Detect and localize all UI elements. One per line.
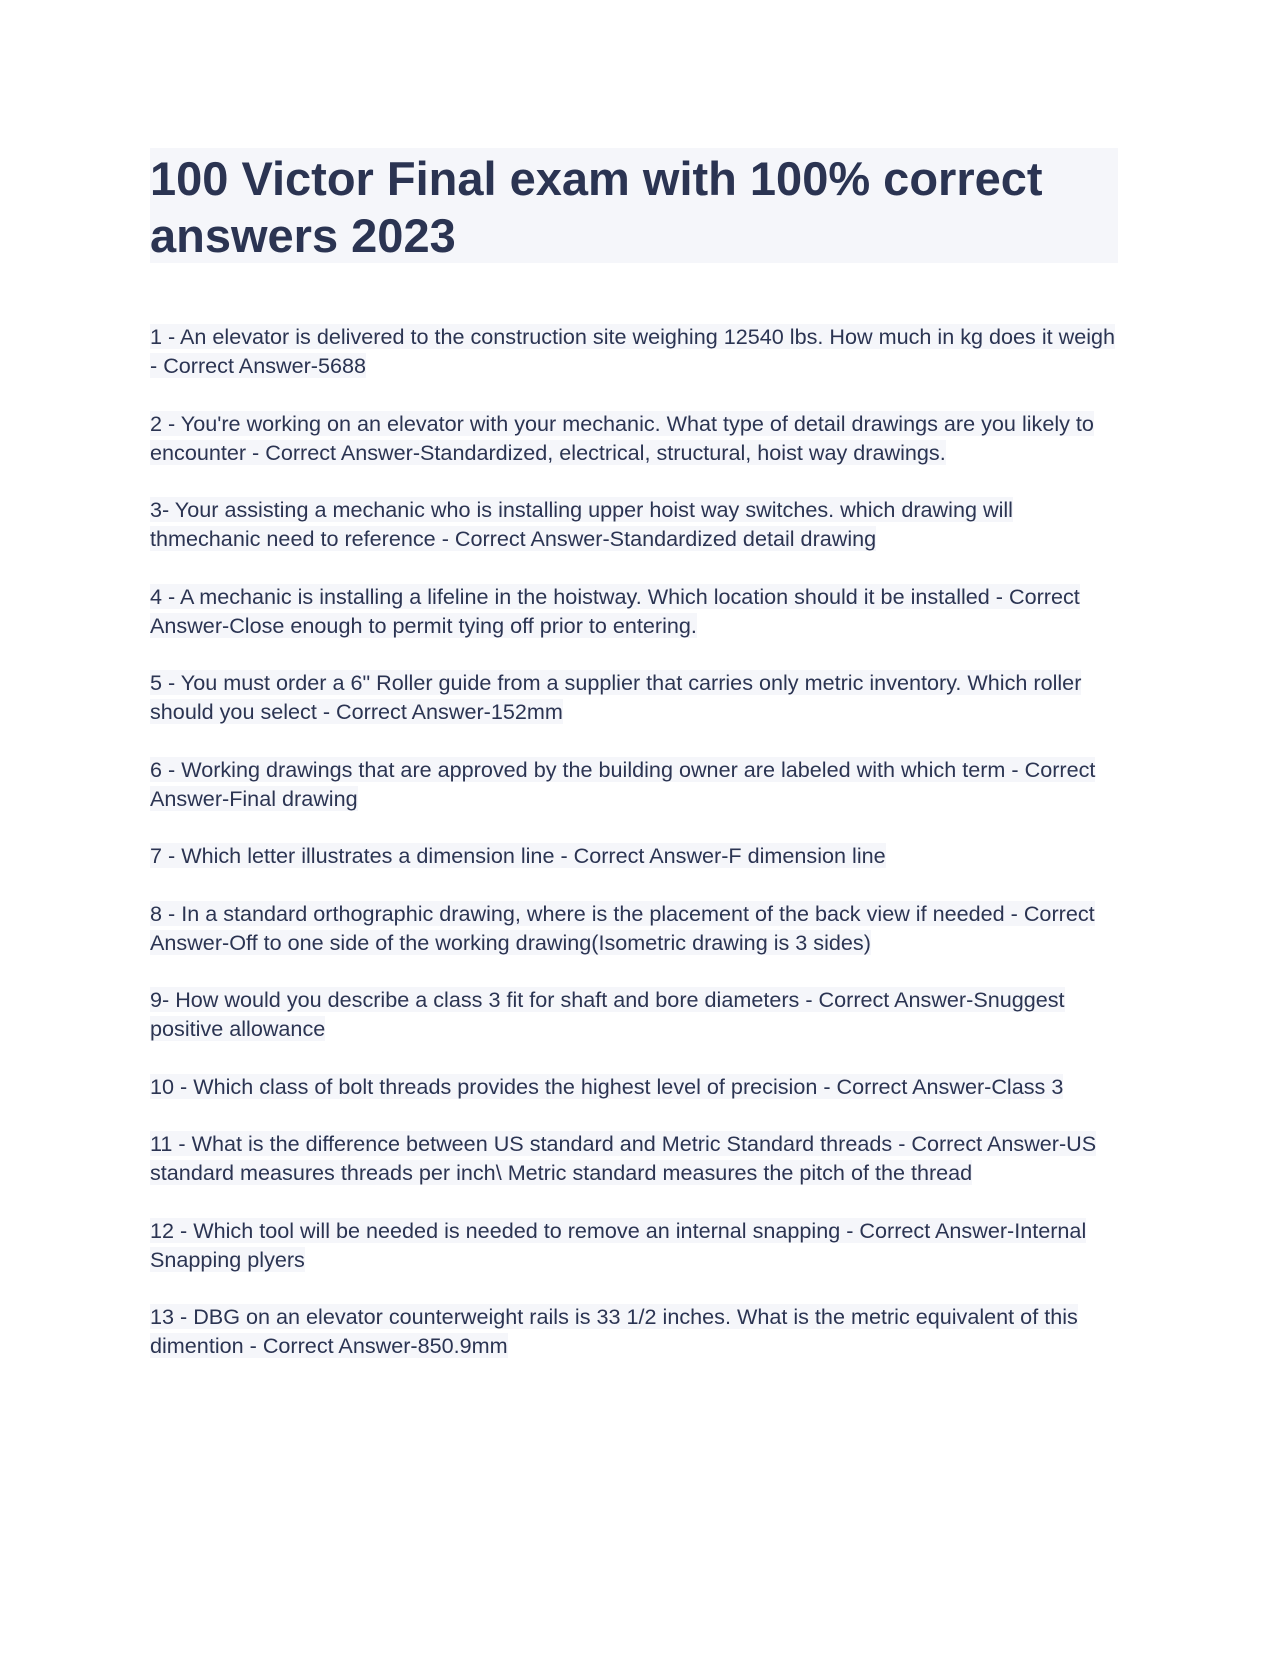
- question-item: [150, 409, 1120, 467]
- question-item: [150, 985, 1120, 1043]
- question-item: [150, 1302, 1120, 1360]
- question-item: [150, 495, 1120, 553]
- question-text: 7 - Which letter illustrates a dimension line - Correct Answer-F dimension line: [150, 843, 886, 868]
- question-item: [150, 1072, 1120, 1101]
- question-item: [150, 668, 1120, 726]
- title-box: [150, 148, 1118, 263]
- question-item: [150, 322, 1120, 380]
- document-title: 100 Victor Final exam with 100% correct answers 2023: [150, 152, 1043, 262]
- question-item: [150, 582, 1120, 640]
- question-text: 12 - Which tool will be needed is needed to remove an internal snapping - Correct Answer-Internal Snapping plyers: [150, 1217, 1087, 1272]
- question-item: [150, 1129, 1120, 1187]
- question-item: [150, 899, 1120, 957]
- question-item: [150, 1216, 1120, 1274]
- question-list: [150, 322, 1120, 1389]
- question-item: [150, 755, 1120, 813]
- question-text: 1 - An elevator is delivered to the construction site weighing 12540 lbs. How much in kg does it weigh - Correct Answer-5688: [150, 324, 1116, 378]
- question-text: 9- How would you describe a class 3 fit for shaft and bore diameters - Correct Answer-Snuggest positive allowance: [150, 987, 1065, 1041]
- question-text: 11 - What is the difference between US standard and Metric Standard threads - Correct Answer-US standard measures threads per inch\ Metric standard measures the pitch of the thread: [150, 1131, 1097, 1185]
- question-text: 8 - In a standard orthographic drawing, where is the placement of the back view if needed - Correct Answer-Off to one side of the working drawing(Isometric drawing is 3 sides): [150, 900, 1095, 955]
- question-text: 2 - You're working on an elevator with your mechanic. What type of detail drawings are you likely to encounter - Correct Answer-Standardized, electrical, structural, hoist way drawings.: [150, 410, 1094, 465]
- question-text: 3- Your assisting a mechanic who is installing upper hoist way switches. which drawing will thmechanic need to reference - Correct Answer-Standardized detail drawing: [150, 497, 1013, 551]
- question-item: [150, 841, 1120, 870]
- question-text: 4 - A mechanic is installing a lifeline in the hoistway. Which location should it be installed - Correct Answer-Close enough to permit tying off prior to entering.: [150, 583, 1080, 638]
- question-text: 13 - DBG on an elevator counterweight rails is 33 1/2 inches. What is the metric equivalent of this dimention - Correct Answer-850.9mm: [150, 1304, 1078, 1358]
- question-text: 5 - You must order a 6" Roller guide from a supplier that carries only metric inventory. Which roller should you select - Correct Answer-152mm: [150, 670, 1082, 724]
- question-text: 6 - Working drawings that are approved by the building owner are labeled with which term - Correct Answer-Final drawing: [150, 756, 1096, 811]
- question-text: 10 - Which class of bolt threads provides the highest level of precision - Correct Answer-Class 3: [150, 1073, 1064, 1099]
